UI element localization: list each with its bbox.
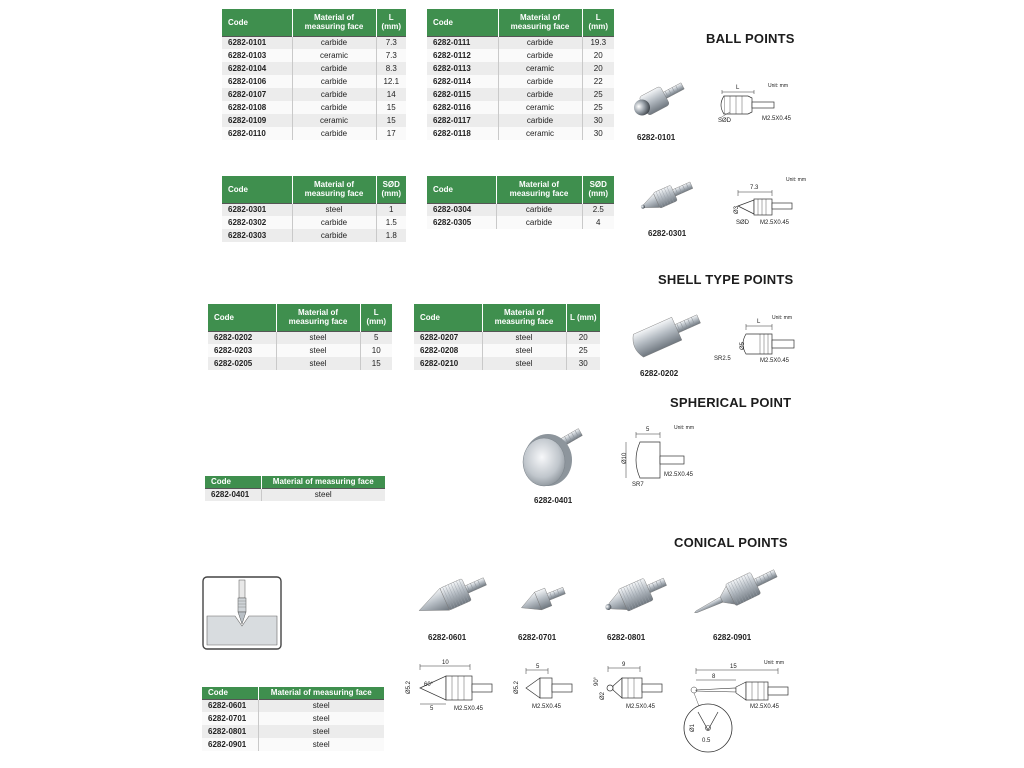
cell-material: steel xyxy=(258,725,384,738)
cell-value: 20 xyxy=(566,331,600,344)
cell-value: 22 xyxy=(582,75,614,88)
cell-value: 4 xyxy=(582,216,614,229)
cell-value: 10 xyxy=(360,344,392,357)
table-row xyxy=(222,101,406,114)
cell-material: carbide xyxy=(496,203,582,216)
cell-value: 30 xyxy=(566,357,600,370)
cell-material: carbide xyxy=(498,88,582,101)
table-row xyxy=(202,699,384,712)
caption-6282-0401: 6282-0401 xyxy=(534,496,573,505)
cell-code: 6282-0117 xyxy=(427,114,498,127)
table-body xyxy=(202,699,384,751)
table-row xyxy=(202,725,384,738)
cell-code: 6282-0301 xyxy=(222,203,292,216)
table-row xyxy=(427,75,614,88)
cell-material: carbide xyxy=(292,36,376,49)
cell-material: steel xyxy=(258,712,384,725)
dim-length-2: 5 xyxy=(430,706,434,712)
header-sod: SØD (mm) xyxy=(376,176,406,203)
table-row xyxy=(427,36,614,49)
cell-value: 1.8 xyxy=(376,229,406,242)
dim-length-2: 8 xyxy=(712,674,716,680)
table-row xyxy=(427,101,614,114)
section-heading-spherical-point: SPHERICAL POINT xyxy=(670,395,792,410)
ball-point-6282-0101-image xyxy=(628,78,690,120)
cell-code: 6282-0601 xyxy=(202,699,258,712)
conical-point-6282-0801-image xyxy=(594,570,672,622)
shell-point-6282-0202-image xyxy=(624,305,708,363)
dim-sr: SR2.5 xyxy=(714,356,731,362)
caption-6282-0701: 6282-0701 xyxy=(518,633,557,642)
cell-value: 30 xyxy=(582,114,614,127)
table-row xyxy=(222,62,406,75)
cell-value: 1.5 xyxy=(376,216,406,229)
ball-points-table-2 xyxy=(427,9,614,140)
table-row xyxy=(427,114,614,127)
conical-point-6282-0601-image xyxy=(412,570,492,622)
ball-points-sod-table-2 xyxy=(427,176,614,229)
table-row xyxy=(427,216,614,229)
cell-code: 6282-0116 xyxy=(427,101,498,114)
table-row xyxy=(222,216,406,229)
dim-angle: 90° xyxy=(594,676,600,686)
cell-material: steel xyxy=(292,203,376,216)
cell-code: 6282-0112 xyxy=(427,49,498,62)
dim-diameter: Ø5 xyxy=(740,341,746,350)
dim-diameter: Ø1 xyxy=(690,723,696,732)
table-row xyxy=(414,344,600,357)
table-row xyxy=(414,331,600,344)
cell-material: ceramic xyxy=(292,49,376,62)
dim-sod: SØD xyxy=(736,220,750,226)
conical-point-usage-illustration xyxy=(202,576,282,650)
header-code: Code xyxy=(427,9,498,36)
table-row xyxy=(222,203,406,216)
cell-code: 6282-0101 xyxy=(222,36,292,49)
dim-length: 5 xyxy=(536,664,540,670)
dim-diameter: Ø5.2 xyxy=(406,680,412,694)
table-body xyxy=(427,36,614,140)
header-code: Code xyxy=(222,9,292,36)
table-row xyxy=(205,488,385,501)
header-l: L (mm) xyxy=(582,9,614,36)
cell-material: carbide xyxy=(496,216,582,229)
cell-material: carbide xyxy=(292,75,376,88)
cell-code: 6282-0303 xyxy=(222,229,292,242)
cell-material: ceramic xyxy=(498,101,582,114)
cell-code: 6282-0701 xyxy=(202,712,258,725)
cell-value: 20 xyxy=(582,49,614,62)
cell-code: 6282-0207 xyxy=(414,331,482,344)
header-material: Material of measuring face xyxy=(292,9,376,36)
header-material: Material of measuring face xyxy=(276,304,360,331)
ball-point-6282-0301-image xyxy=(634,176,698,218)
conical-6282-0701-dimension-drawing xyxy=(508,660,584,710)
cell-material: carbide xyxy=(292,88,376,101)
table-body xyxy=(427,203,614,229)
cell-value: 12.1 xyxy=(376,75,406,88)
table-row xyxy=(222,127,406,140)
cell-value: 7.3 xyxy=(376,49,406,62)
header-l: L (mm) xyxy=(566,304,600,331)
shell-points-table-1 xyxy=(208,304,392,370)
cell-code: 6282-0110 xyxy=(222,127,292,140)
cell-value: 8.3 xyxy=(376,62,406,75)
ball-points-table-1 xyxy=(222,9,406,140)
table-row xyxy=(222,49,406,62)
cell-value: 7.3 xyxy=(376,36,406,49)
header-code: Code xyxy=(222,176,292,203)
cell-value: 20 xyxy=(582,62,614,75)
cell-code: 6282-0401 xyxy=(205,488,261,501)
section-heading-conical-points: CONICAL POINTS xyxy=(674,535,788,550)
table-row xyxy=(427,49,614,62)
cell-value: 15 xyxy=(360,357,392,370)
cell-material: carbide xyxy=(292,216,376,229)
dim-thread: M2.5X0.45 xyxy=(664,472,694,478)
header-material: Material of measuring face xyxy=(498,9,582,36)
dim-thread: M2.5X0.45 xyxy=(762,116,792,122)
header-code: Code xyxy=(208,304,276,331)
table-row xyxy=(208,357,392,370)
unit-label: Unit: mm xyxy=(764,660,784,666)
cell-code: 6282-0118 xyxy=(427,127,498,140)
table-body xyxy=(205,488,385,501)
table-row xyxy=(202,712,384,725)
cell-code: 6282-0107 xyxy=(222,88,292,101)
dim-l: L xyxy=(736,85,740,91)
cell-code: 6282-0305 xyxy=(427,216,496,229)
cell-material: steel xyxy=(276,331,360,344)
cell-code: 6282-0111 xyxy=(427,36,498,49)
unit-label: Unit: mm xyxy=(674,425,694,431)
header-code: Code xyxy=(414,304,482,331)
table-body xyxy=(222,203,406,242)
cell-code: 6282-0901 xyxy=(202,738,258,751)
cell-code: 6282-0114 xyxy=(427,75,498,88)
cell-code: 6282-0304 xyxy=(427,203,496,216)
table-body xyxy=(208,331,392,370)
unit-label: Unit: mm xyxy=(768,83,788,89)
cell-material: carbide xyxy=(498,75,582,88)
dim-length: 15 xyxy=(730,664,737,670)
cell-material: carbide xyxy=(498,49,582,62)
unit-label: Unit: mm xyxy=(786,177,806,183)
caption-6282-0901: 6282-0901 xyxy=(713,633,752,642)
cell-value: 5 xyxy=(360,331,392,344)
cell-material: ceramic xyxy=(498,127,582,140)
cell-code: 6282-0210 xyxy=(414,357,482,370)
cell-code: 6282-0205 xyxy=(208,357,276,370)
cell-value: 2.5 xyxy=(582,203,614,216)
cell-material: carbide xyxy=(292,127,376,140)
ball-points-sod-table-1 xyxy=(222,176,406,242)
conical-6282-0801-dimension-drawing xyxy=(588,656,674,712)
table-row xyxy=(427,62,614,75)
dim-angle: 60° xyxy=(424,682,434,688)
dim-length: 7.3 xyxy=(750,185,759,191)
conical-point-6282-0901-image xyxy=(686,562,784,624)
cell-material: ceramic xyxy=(292,114,376,127)
shell-point-dimension-drawing xyxy=(710,310,806,368)
dim-thread: M2.5X0.45 xyxy=(750,704,780,710)
spherical-point-table xyxy=(205,476,385,501)
cell-value: 14 xyxy=(376,88,406,101)
cell-value: 17 xyxy=(376,127,406,140)
table-row xyxy=(202,738,384,751)
table-row xyxy=(427,127,614,140)
header-l: L (mm) xyxy=(360,304,392,331)
shell-points-table-2 xyxy=(414,304,600,370)
conical-6282-0901-dimension-drawing xyxy=(678,656,800,756)
header-material: Material of measuring face xyxy=(261,476,385,488)
cell-material: steel xyxy=(276,357,360,370)
table-row xyxy=(208,331,392,344)
cell-code: 6282-0108 xyxy=(222,101,292,114)
cell-material: carbide xyxy=(498,114,582,127)
cell-value: 19.3 xyxy=(582,36,614,49)
table-row xyxy=(208,344,392,357)
dim-thread: M2.5X0.45 xyxy=(760,220,790,226)
conical-6282-0601-dimension-drawing xyxy=(400,656,498,712)
cell-material: carbide xyxy=(292,101,376,114)
cell-code: 6282-0208 xyxy=(414,344,482,357)
cell-value: 15 xyxy=(376,101,406,114)
header-material: Material of measuring face xyxy=(496,176,582,203)
header-code: Code xyxy=(202,687,258,699)
cell-code: 6282-0106 xyxy=(222,75,292,88)
cell-material: steel xyxy=(261,488,385,501)
cell-code: 6282-0103 xyxy=(222,49,292,62)
conical-point-6282-0701-image xyxy=(514,580,570,620)
dim-l: L xyxy=(757,319,761,325)
header-l: L (mm) xyxy=(376,9,406,36)
dim-diameter: Ø10 xyxy=(622,452,628,464)
spherical-point-6282-0401-image xyxy=(520,422,586,490)
header-material: Material of measuring face xyxy=(292,176,376,203)
cell-material: steel xyxy=(276,344,360,357)
section-heading-ball-points: BALL POINTS xyxy=(706,31,795,46)
section-heading-shell-type-points: SHELL TYPE POINTS xyxy=(658,272,794,287)
sod-point-dimension-drawing xyxy=(726,172,820,230)
table-row xyxy=(427,88,614,101)
cell-value: 25 xyxy=(566,344,600,357)
conical-points-table xyxy=(202,687,384,751)
spherical-point-dimension-drawing xyxy=(610,420,714,492)
dim-diameter: Ø5.2 xyxy=(514,680,520,694)
dim-length: 5 xyxy=(646,427,650,433)
cell-material: ceramic xyxy=(498,62,582,75)
table-body xyxy=(414,331,600,370)
caption-6282-0202: 6282-0202 xyxy=(640,369,679,378)
cell-material: carbide xyxy=(292,229,376,242)
header-sod: SØD (mm) xyxy=(582,176,614,203)
dim-thread: M2.5X0.45 xyxy=(626,704,656,710)
table-row xyxy=(414,357,600,370)
dim-sod: SØD xyxy=(718,118,732,124)
header-material: Material of measuring face xyxy=(258,687,384,699)
cell-value: 25 xyxy=(582,101,614,114)
dim-length: 10 xyxy=(442,660,449,666)
caption-6282-0801: 6282-0801 xyxy=(607,633,646,642)
table-row xyxy=(427,203,614,216)
cell-code: 6282-0203 xyxy=(208,344,276,357)
cell-code: 6282-0113 xyxy=(427,62,498,75)
table-row xyxy=(222,114,406,127)
cell-material: steel xyxy=(258,699,384,712)
cell-material: steel xyxy=(482,331,566,344)
table-row xyxy=(222,36,406,49)
cell-material: carbide xyxy=(498,36,582,49)
dim-thread: M2.5X0.45 xyxy=(760,358,790,364)
caption-6282-0601: 6282-0601 xyxy=(428,633,467,642)
cell-value: 25 xyxy=(582,88,614,101)
caption-6282-0101: 6282-0101 xyxy=(637,133,676,142)
ball-point-dimension-drawing xyxy=(714,78,810,126)
dim-sr: SR7 xyxy=(632,482,644,488)
dim-length: 9 xyxy=(622,662,626,668)
cell-material: steel xyxy=(482,357,566,370)
cell-code: 6282-0104 xyxy=(222,62,292,75)
header-code: Code xyxy=(205,476,261,488)
cell-material: steel xyxy=(482,344,566,357)
caption-6282-0301: 6282-0301 xyxy=(648,229,687,238)
cell-value: 1 xyxy=(376,203,406,216)
cell-code: 6282-0202 xyxy=(208,331,276,344)
cell-code: 6282-0302 xyxy=(222,216,292,229)
cell-material: carbide xyxy=(292,62,376,75)
header-code: Code xyxy=(427,176,496,203)
table-row xyxy=(222,229,406,242)
table-body xyxy=(222,36,406,140)
table-row xyxy=(222,75,406,88)
cell-value: 30 xyxy=(582,127,614,140)
dim-diameter: Ø2 xyxy=(600,691,606,700)
dim-radius: 0.5 xyxy=(702,738,711,744)
cell-code: 6282-0115 xyxy=(427,88,498,101)
unit-label: Unit: mm xyxy=(772,315,792,321)
table-row xyxy=(222,88,406,101)
dim-thread: M2.5X0.45 xyxy=(532,704,562,710)
cell-code: 6282-0109 xyxy=(222,114,292,127)
header-material: Material of measuring face xyxy=(482,304,566,331)
dim-diameter: Ø3 xyxy=(734,205,740,214)
dim-thread: M2.5X0.45 xyxy=(454,706,484,712)
cell-value: 15 xyxy=(376,114,406,127)
cell-material: steel xyxy=(258,738,384,751)
cell-code: 6282-0801 xyxy=(202,725,258,738)
